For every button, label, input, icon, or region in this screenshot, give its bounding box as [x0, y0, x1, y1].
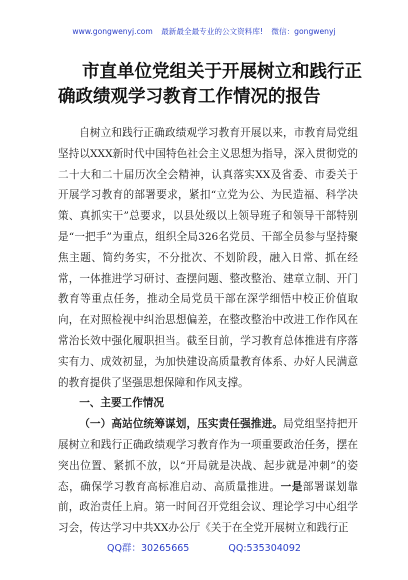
- footer-qq-group: QQ群：30265665: [107, 543, 190, 554]
- point-marker-one: 一是: [280, 480, 303, 493]
- title-line-2: 确政绩观学习教育工作情况的报告: [58, 87, 321, 107]
- subsection-text-1b: 部署谋划靠前，政治责任上肩。第一时间召开党组会议、理论学习中心组学习会，传达学习中共XX办公厅《关于在全党开展树立和践行正: [58, 480, 359, 535]
- footer-qq: QQ:535304092: [228, 543, 301, 554]
- intro-paragraph: 自树立和践行正确政绩观学习教育开展以来，市教育局党组坚持以XXX新时代中国特色社会主义思想为指导，深入贯彻党的二十大和二十届历次全会精神，认真落实XX及省委、市委关于开展学习教育的部署要求，紧扣“立党为公、为民造福、科学决策、真抓实干”总要求，以县处级以上领导班子和领导干部特别是“一把手”为重点，组织全局326名党员、干部全员参与坚持聚焦主题、简约务实，不分批次、不划阶段，融入日常、抓在经常，一体推进学习研讨、查摆问题、整改整治、建章立制、开门教育等重点任务，推动全局党员干部在深学细悟中校正价值取向，在对照检视中纠治思想偏差，在整改整治中改进工作作风在常治长效中强化履职担当。截至目前，学习教育总体推进有序落实有力、成效初显，为加快建设高质量教育体系、办好人民满意的教育提供了坚强思想保障和作风支撑。: [58, 127, 358, 389]
- header-banner: [0, 26, 408, 37]
- subsection-text-1: 局党组坚持把开展树立和践行正确政绩观学习教育作为一项重要政治任务，摆在突出位置、紧抓不放，以“开局就是决战、起步就是冲刺”的姿态，确保学习教育高标准启动、高质量推进。: [58, 418, 359, 493]
- document-body: [58, 123, 358, 539]
- footer-contact: [0, 540, 408, 554]
- header-slogan: 最新最全最专业的公文资料库!: [161, 27, 263, 36]
- site-link[interactable]: www.gongwenyj.com: [72, 27, 153, 36]
- subsection-lead-1: （一）高站位统筹谋划，压实责任强推进。: [79, 418, 284, 431]
- subsection-paragraph-1: [58, 414, 358, 539]
- section-heading-1: 一、主要工作情况: [79, 397, 164, 410]
- header-wechat: 微信：gongwenyj: [271, 27, 336, 36]
- document-title: [58, 60, 368, 110]
- title-line-1: 市直单位党组关于开展树立和践行正: [82, 62, 362, 82]
